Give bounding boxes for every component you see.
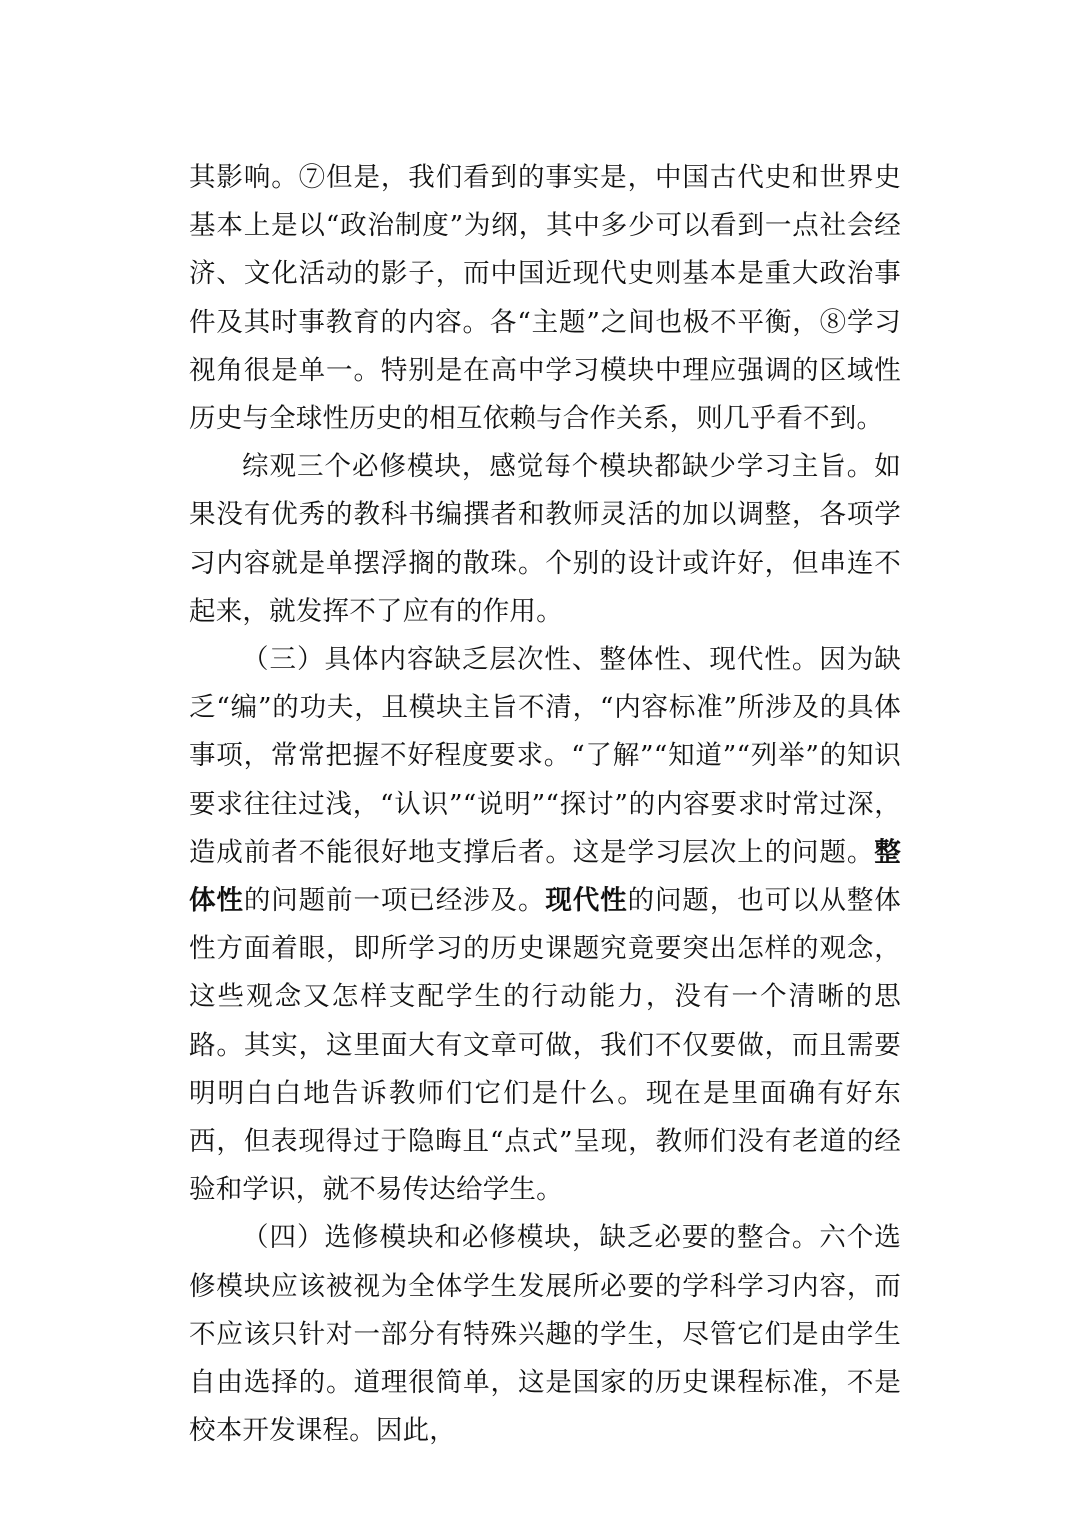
body-text (189, 154, 901, 1455)
paragraph-1: 其影响。⑦但是，我们看到的事实是，中国古代史和世界史基本上是以“政治制度”为纲，其中多少可以看到一点社会经济、文化活动的影子，而中国近现代史则基本是重大政治事件及其时事教育的内容。各“主题”之间也极不平衡，⑧学习视角很是单一。特别是在高中学习模块中理应强调的区域性历史与全球性历史的相互依赖与合作关系，则几乎看不到。 (189, 162, 901, 435)
emphasis-modernity: 现代性 (545, 885, 628, 917)
paragraph-3-text-a: （三）具体内容缺乏层次性、整体性、现代性。因为缺乏“编”的功夫，且模块主旨不清，“内容标准”所涉及的具体事项，常常把握不好程度要求。“了解”“知道”“列举”的知识要求往往过浅，“认识”“说明”“探讨”的内容要求时常过深，造成前者不能很好地支撑后者。这是学习层次上的问题。 (189, 644, 901, 868)
paragraph-2: 综观三个必修模块，感觉每个模块都缺少学习主旨。如果没有优秀的教科书编撰者和教师灵活的加以调整，各项学习内容就是单摆浮搁的散珠。个别的设计或许好，但串连不起来，就发挥不了应有的作用。 (189, 451, 901, 627)
paragraph-3 (189, 636, 901, 1214)
paragraph-3-text-b: 的问题前一项已经涉及。 (243, 885, 546, 917)
emphasis-integrity: 整体性 (189, 836, 901, 917)
paragraph-4: （四）选修模块和必修模块，缺乏必要的整合。六个选修模块应该被视为全体学生发展所必要的学科学习内容，而不应该只针对一部分有特殊兴趣的学生，尽管它们是由学生自由选择的。道理很简单，这是国家的历史课程标准，不是校本开发课程。因此， (189, 1222, 901, 1447)
paragraph-3-text-c: 的问题，也可以从整体性方面着眼，即所学习的历史课题究竟要突出怎样的观念，这些观念又怎样支配学生的行动能力，没有一个清晰的思路。其实，这里面大有文章可做，我们不仅要做，而且需要明明白白地告诉教师们它们是什么。现在是里面确有好东西，但表现得过于隐晦且“点式”呈现，教师们没有老道的经验和学识，就不易传达给学生。 (189, 885, 901, 1206)
